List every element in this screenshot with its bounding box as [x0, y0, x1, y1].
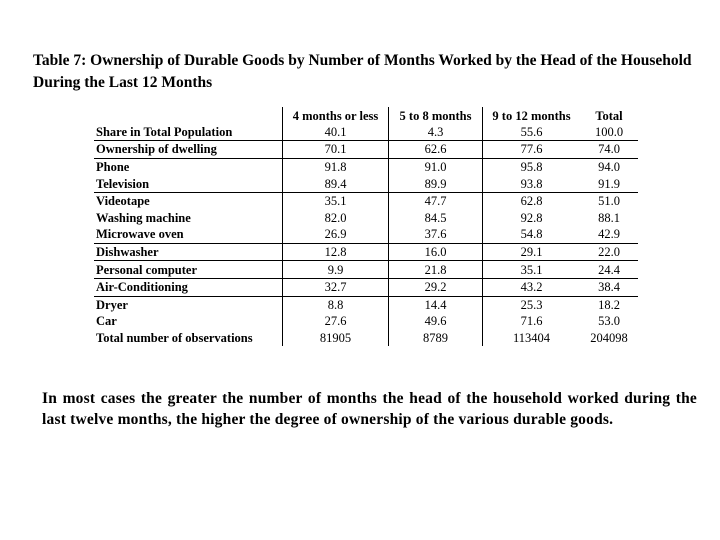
row-label: Television: [94, 175, 283, 192]
row-label: Videotape: [94, 192, 283, 209]
cell-value: 4.3: [389, 124, 483, 141]
ownership-table: [94, 107, 638, 346]
cell-value: 16.0: [389, 243, 483, 261]
cell-value: 95.8: [520, 160, 543, 175]
cell-value: 51.0: [598, 194, 620, 209]
cell-value: 92.8: [520, 210, 543, 225]
cell-value: 27.6: [283, 313, 389, 330]
cell-value: 42.9: [580, 226, 638, 243]
cell-value: 26.9: [283, 226, 389, 243]
row-label: Phone: [94, 158, 283, 175]
table-row: [94, 210, 638, 227]
cell-value: 12.8: [283, 243, 389, 261]
header-empty-cell: [94, 107, 283, 124]
cell-value: 53.0: [598, 314, 620, 329]
cell-value: 49.6: [389, 313, 483, 330]
table-row: [94, 296, 638, 313]
summary-paragraph: In most cases the greater the number of months the head of the household worked during the last twelve months, the higher the degree of ownership of the various durable goods.: [42, 390, 697, 428]
cell-value: 88.1: [598, 210, 620, 225]
cell-value: 35.1: [483, 261, 581, 279]
cell-value: 89.4: [283, 175, 389, 192]
row-label: Personal computer: [94, 261, 283, 279]
cell-value: 70.1: [283, 141, 389, 159]
table-row: [94, 192, 638, 209]
cell-value: 37.6: [389, 226, 483, 243]
table-row: [94, 158, 638, 175]
cell-value: 54.8: [483, 226, 581, 243]
cell-value: 84.5: [389, 210, 483, 227]
ownership-table-container: [94, 107, 638, 346]
table-header-row: [94, 107, 638, 124]
cell-value: 47.7: [389, 192, 483, 209]
cell-value: 91.9: [580, 175, 638, 192]
header-4-months-or-less: 4 months or less: [283, 107, 389, 124]
header-total: Total: [595, 108, 623, 123]
cell-value: 35.1: [283, 192, 389, 209]
cell-value: 100.0: [580, 124, 638, 141]
cell-value: 29.2: [389, 278, 483, 296]
table-body: [94, 124, 638, 347]
cell-value: 62.8: [520, 194, 543, 209]
cell-value: 43.2: [483, 278, 581, 296]
cell-value: 81905: [283, 330, 389, 347]
row-label: Share in Total Population: [94, 124, 283, 141]
cell-value: 14.4: [389, 296, 483, 313]
row-label: Dishwasher: [94, 243, 283, 261]
row-label: Ownership of dwelling: [94, 141, 283, 159]
cell-value: 29.1: [483, 243, 581, 261]
table-row: [94, 330, 638, 347]
cell-value: 24.4: [580, 261, 638, 279]
cell-value: 204098: [590, 331, 628, 346]
cell-value: 9.9: [283, 261, 389, 279]
row-label: Washing machine: [94, 210, 283, 227]
cell-value: 77.6: [483, 141, 581, 159]
table-row: [94, 124, 638, 141]
row-label: Microwave oven: [94, 226, 283, 243]
cell-value: 113404: [512, 331, 551, 346]
cell-value: 32.7: [283, 278, 389, 296]
cell-value: 71.6: [520, 314, 543, 329]
cell-value: 82.0: [283, 210, 389, 227]
table-row: [94, 278, 638, 296]
table-row: [94, 226, 638, 243]
table-title: Table 7: Ownership of Durable Goods by Number of Months Worked by the Head of the Household During the Last 12 Months: [33, 52, 692, 91]
cell-value: 18.2: [598, 297, 620, 312]
row-label: Air-Conditioning: [94, 278, 283, 296]
table-row: [94, 261, 638, 279]
cell-value: 22.0: [580, 243, 638, 261]
cell-value: 8.8: [283, 296, 389, 313]
table-row: [94, 243, 638, 261]
cell-value: 74.0: [580, 141, 638, 159]
cell-value: 55.6: [483, 124, 581, 141]
cell-value: 25.3: [520, 297, 543, 312]
header-9-to-12-months: 9 to 12 months: [492, 108, 571, 123]
cell-value: 38.4: [580, 278, 638, 296]
cell-value: 91.8: [283, 158, 389, 175]
cell-value: 94.0: [598, 160, 620, 175]
header-5-to-8-months: 5 to 8 months: [389, 107, 483, 124]
cell-value: 93.8: [483, 175, 581, 192]
cell-value: 62.6: [389, 141, 483, 159]
table-row: [94, 313, 638, 330]
cell-value: 8789: [389, 330, 483, 347]
table-row: [94, 141, 638, 159]
cell-value: 91.0: [389, 158, 483, 175]
cell-value: 40.1: [283, 124, 389, 141]
cell-value: 21.8: [389, 261, 483, 279]
cell-value: 89.9: [389, 175, 483, 192]
row-label: Car: [94, 313, 283, 330]
table-row: [94, 175, 638, 192]
row-label: Total number of observations: [94, 330, 283, 347]
row-label: Dryer: [94, 296, 283, 313]
